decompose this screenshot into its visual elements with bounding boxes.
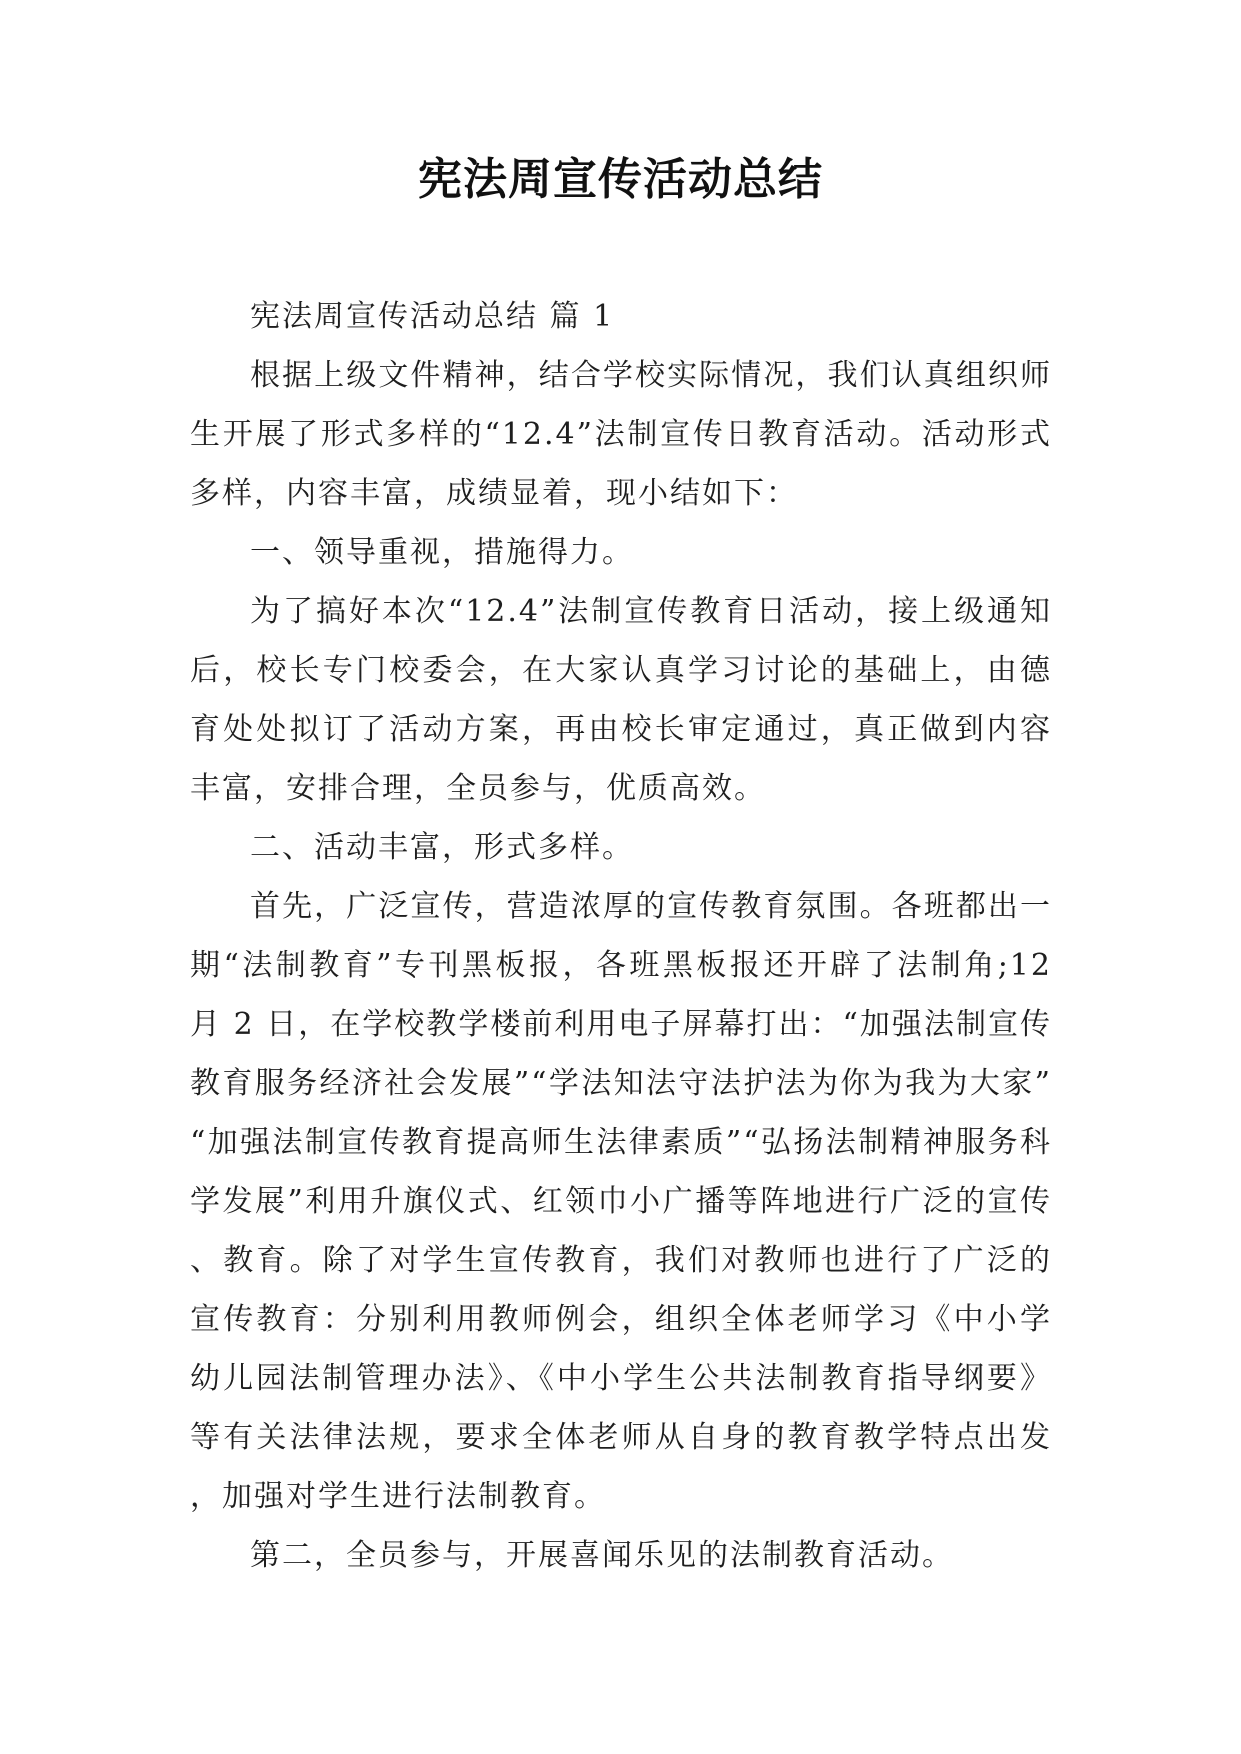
paragraph-intro: 根据上级文件精神，结合学校实际情况，我们认真组织师生开展了形式多样的“12.4”法制宣传日教育活动。活动形式多样，内容丰富，成绩显着，现小结如下： — [190, 358, 1052, 511]
subheading-leadership: 一、领导重视，措施得力。 — [250, 535, 634, 570]
document-body — [190, 287, 1052, 1585]
paragraph-participation: 第二，全员参与，开展喜闻乐见的法制教育活动。 — [250, 1538, 954, 1573]
paragraph-leadership: 为了搞好本次“12.4”法制宣传教育日活动，接上级通知后，校长专门校委会，在大家认真学习讨论的基础上，由德育处处拟订了活动方案，再由校长审定通过，真正做到内容丰富，安排合理，全员参与，优质高效。 — [190, 594, 1052, 806]
document-title: 宪法周宣传活动总结 — [418, 154, 823, 205]
subheading-activities: 二、活动丰富，形式多样。 — [250, 830, 634, 865]
paragraph-activities: 首先，广泛宣传，营造浓厚的宣传教育氛围。各班都出一期“法制教育”专刊黑板报，各班黑板报还开辟了法制角;12 月 2 日，在学校教学楼前利用电子屏幕打出：“加强法制宣传教育服务经济社会发展”“学法知法守法护法为你为我为大家”“加强法制宣传教育提高师生法律素质”“弘扬法制精神服务科学发展”利用升旗仪式、红领巾小广播等阵地进行广泛的宣传、教育。除了对学生宣传教育，我们对教师也进行了广泛的宣传教育：分别利用教师例会，组织全体老师学习《中小学幼儿园法制管理办法》、《中小学生公共法制教育指导纲要》等有关法律法规，要求全体老师从自身的教育教学特点出发，加强对学生进行法制教育。 — [190, 889, 1052, 1514]
section-heading: 宪法周宣传活动总结 篇 1 — [250, 299, 615, 334]
